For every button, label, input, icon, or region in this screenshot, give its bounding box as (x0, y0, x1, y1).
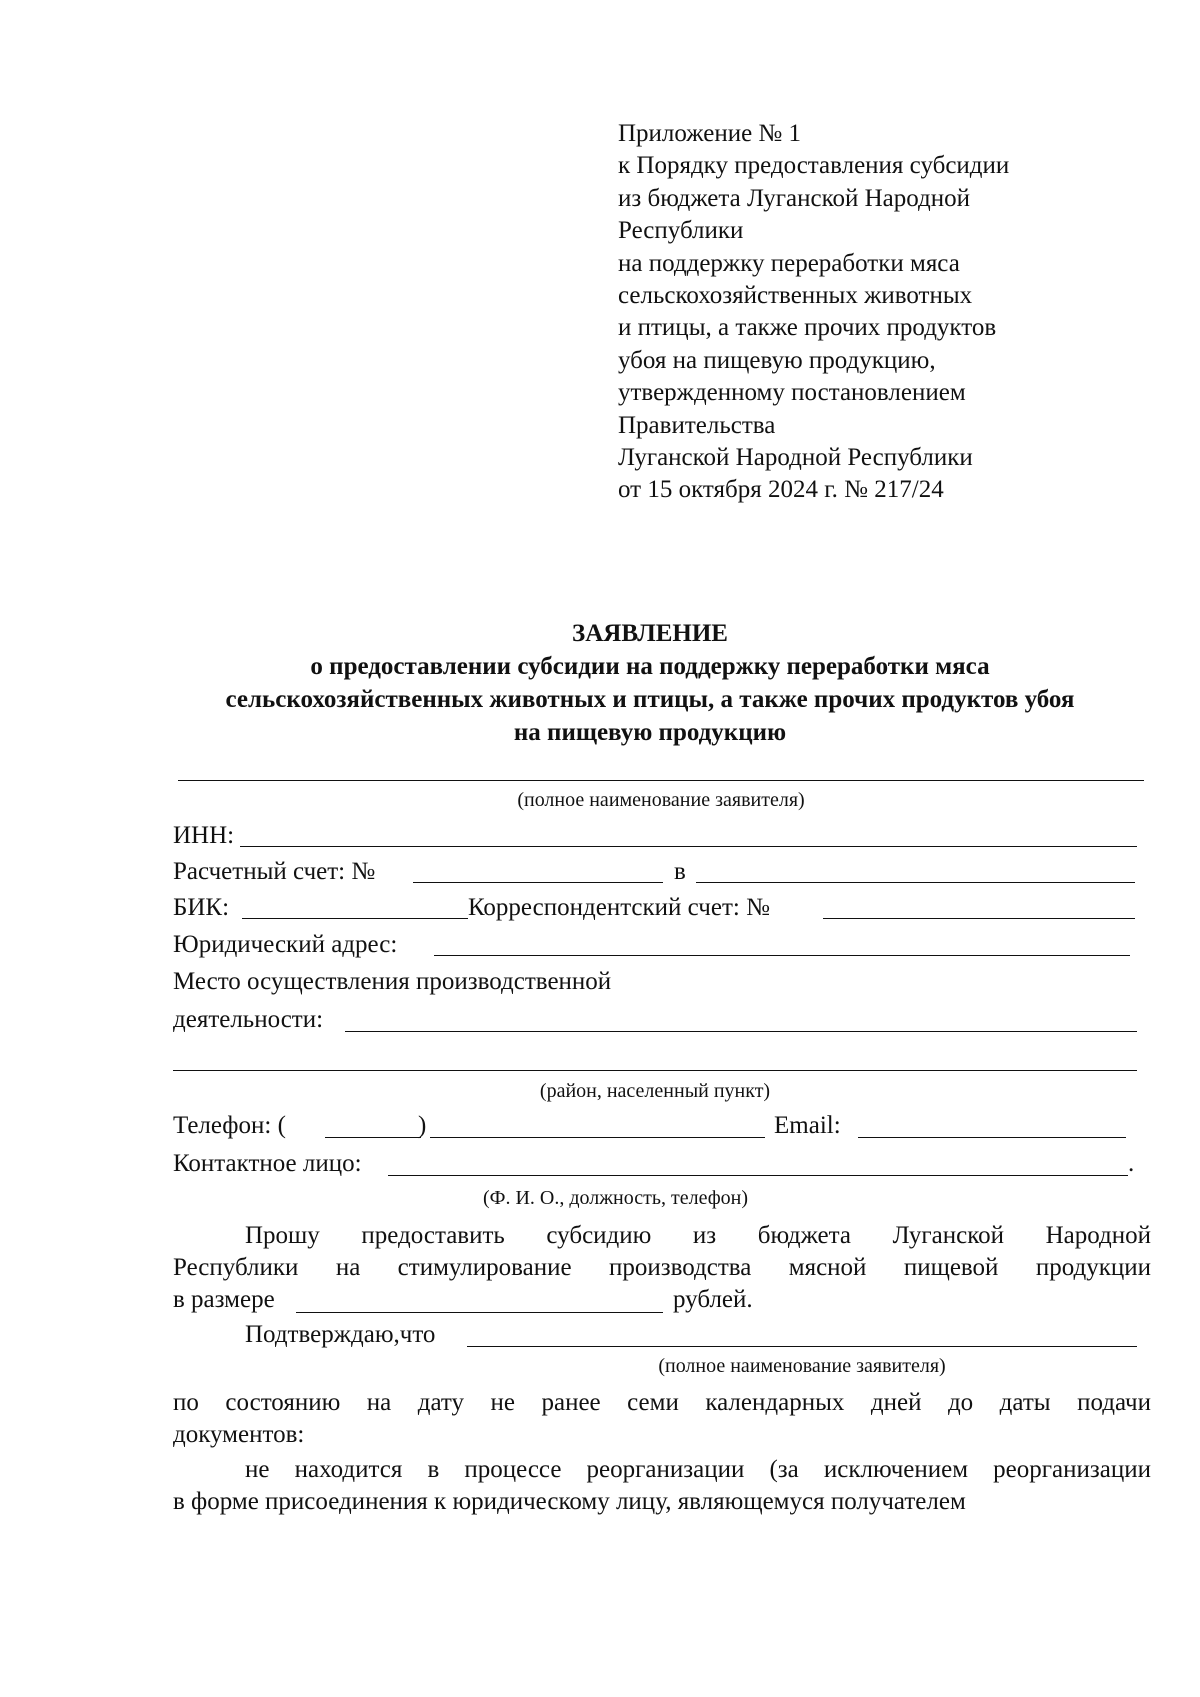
account-in-label: в (674, 858, 686, 885)
appendix-line: утвержденному постановлением (618, 379, 966, 407)
appendix-line: к Порядку предоставления субсидии (618, 152, 1010, 180)
inn-label: ИНН: (173, 822, 235, 849)
appendix-line: Приложение № 1 (618, 120, 802, 147)
document-title: ЗАЯВЛЕНИЕ (572, 620, 728, 647)
reorg-line: в форме присоединения к юридическому лицу, являющемуся получателем (173, 1488, 966, 1515)
corr-account-label: Корреспондентский счет: № (468, 894, 770, 921)
production-place-field[interactable] (345, 1031, 1137, 1032)
request-paragraph (173, 1220, 1151, 1284)
request-line: Прошу предоставить субсидию из бюджета Луганской Народной (245, 1222, 1151, 1249)
subsidy-amount-field[interactable] (296, 1312, 663, 1313)
request-amount-prefix: в размере (173, 1286, 275, 1313)
inn-field[interactable] (240, 846, 1137, 847)
appendix-line: Луганской Народной Республики (618, 444, 973, 472)
appendix-line: сельскохозяйственных животных (618, 282, 973, 310)
reorg-paragraph (173, 1454, 1151, 1518)
account-number-field[interactable] (413, 882, 663, 883)
state-paragraph (173, 1387, 1151, 1451)
appendix-block (618, 118, 1009, 507)
state-line: по состоянию на дату не ранее семи календарных дней до даты подачи (173, 1389, 1151, 1416)
document-subtitle: о предоставлении субсидии на поддержку переработки мяса (310, 653, 990, 680)
request-line: Республики на стимулирование производства мясной пищевой продукции (173, 1254, 1151, 1281)
document-subtitle: сельскохозяйственных животных и птицы, а также прочих продуктов убоя (225, 686, 1075, 713)
bik-field[interactable] (242, 918, 468, 919)
legal-address-field[interactable] (434, 955, 1130, 956)
phone-number-field[interactable] (430, 1137, 765, 1138)
bank-name-field[interactable] (696, 882, 1135, 883)
contact-end: . (1128, 1150, 1135, 1177)
contact-label: Контактное лицо: (173, 1150, 362, 1177)
bik-label: БИК: (173, 894, 230, 921)
email-field[interactable] (858, 1137, 1126, 1138)
corr-account-field[interactable] (823, 918, 1135, 919)
appendix-line: убоя на пищевую продукцию, (618, 346, 936, 374)
applicant-name-field[interactable] (178, 780, 1144, 781)
contact-person-field[interactable] (388, 1175, 1128, 1176)
confirm-label: Подтверждаю,что (245, 1321, 436, 1348)
email-label: Email: (774, 1112, 841, 1139)
request-amount-suffix: рублей. (673, 1286, 753, 1313)
reorg-line: не находится в процессе реорганизации (за исключением реорганизации (245, 1456, 1151, 1483)
production-place-label: Место осуществления производственной (173, 968, 612, 995)
state-line: документов: (173, 1421, 305, 1448)
account-label: Расчетный счет: № (173, 858, 376, 885)
appendix-line: от 15 октября 2024 г. № 217/24 (618, 476, 944, 504)
applicant-name-hint: (полное наименование заявителя) (517, 789, 805, 811)
document-subtitle: на пищевую продукцию (513, 719, 787, 746)
district-hint: (район, населенный пункт) (539, 1080, 771, 1102)
production-place-field-2[interactable] (173, 1070, 1137, 1071)
production-place-label: деятельности: (173, 1006, 324, 1033)
legal-address-label: Юридический адрес: (173, 931, 398, 958)
appendix-line: Правительства (618, 411, 776, 439)
phone-label: Телефон: ( (173, 1112, 286, 1139)
appendix-line: Республики (618, 217, 744, 245)
contact-hint: (Ф. И. О., должность, телефон) (483, 1187, 749, 1209)
appendix-line: на поддержку переработки мяса (618, 249, 960, 277)
phone-close-paren: ) (418, 1112, 427, 1139)
phone-code-field[interactable] (325, 1137, 421, 1138)
appendix-line: из бюджета Луганской Народной (618, 184, 971, 212)
confirm-hint: (полное наименование заявителя) (658, 1355, 946, 1377)
confirm-applicant-field[interactable] (467, 1346, 1137, 1347)
appendix-line: и птицы, а также прочих продуктов (618, 314, 997, 342)
